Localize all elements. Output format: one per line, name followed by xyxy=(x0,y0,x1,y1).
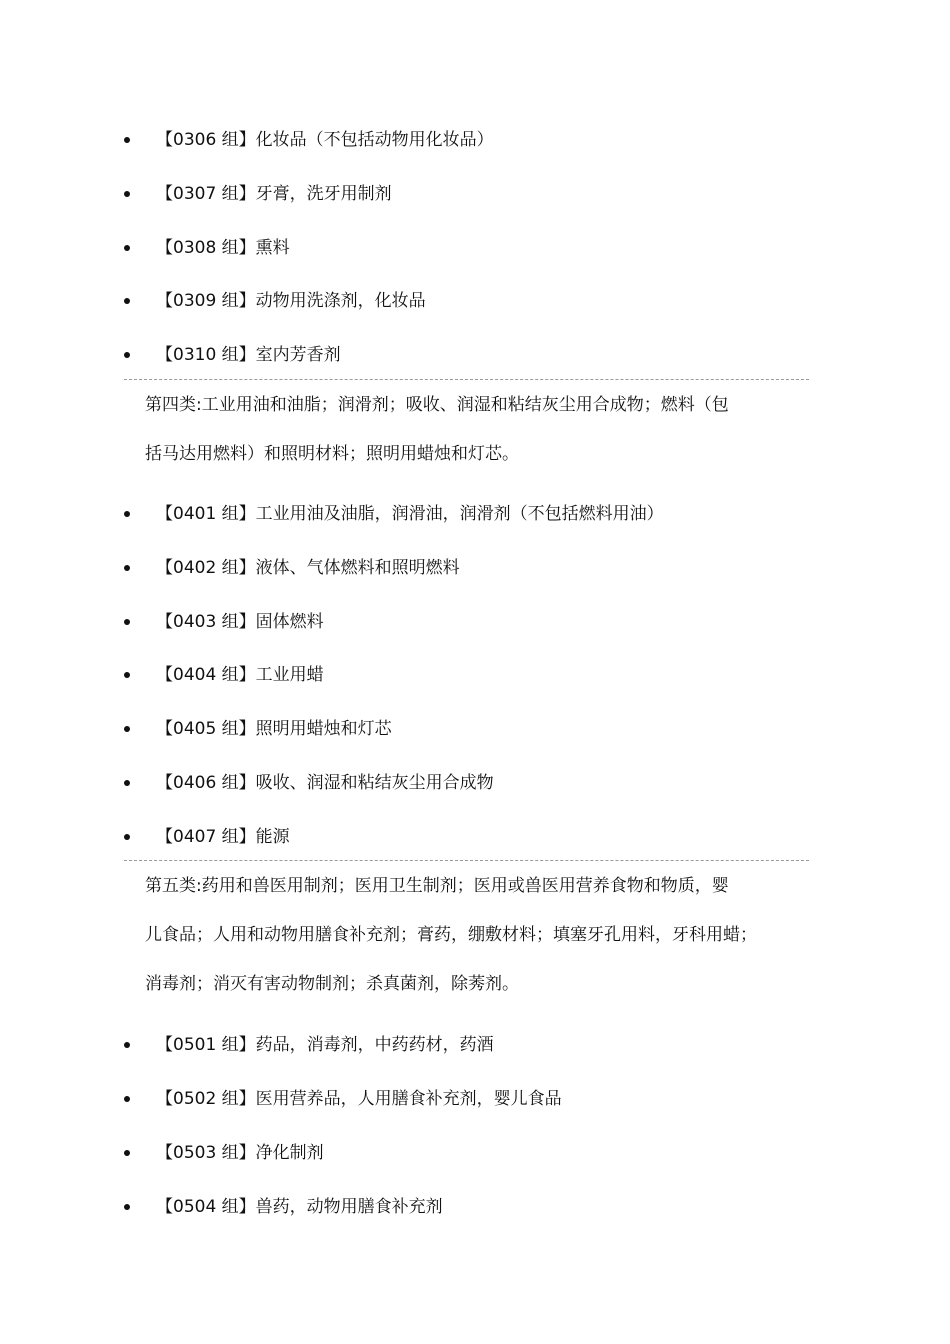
bullet-icon xyxy=(124,672,130,678)
document-page: 【0306 组】化妆品（不包括动物用化妆品） 【0307 组】牙膏，洗牙用制剂 【0308 组】熏料 【0309 组】动物用洗涤剂，化妆品 【0310 组】室内芳香剂 第四类:工业用油和油脂；润滑剂；吸收、润湿和粘结灰尘用合成物；燃料（包 括马达用燃料）和照明材料；照明用蜡烛和灯芯。 【0401 组】工业用油及油脂，润滑油，润滑剂（不包括燃料用油） 【0402 组】液体、气体燃料和照明燃料 【0403 组】固体燃料 【0404 组】工业用蜡 【0405 组】照明用蜡烛和灯芯 【0406 组】吸收、润湿和粘结灰尘用合成物 【0407 组】能源 第五类:药用和兽医用制剂；医用卫生制剂；医用或兽医用营养食物和物质，婴 儿食品；人用和动物用膳食补充剂；膏药，绷敷材料；填塞牙孔用料，牙科用蜡； 消毒剂；消灭有害动物制剂；杀真菌剂，除莠剂。 【0501 组】药品，消毒剂，中药药材，药酒 【0502 组】医用营养品，人用膳食补充剂，婴儿食品 【0503 组】净化制剂 【0504 组】兽药，动物用膳食补充剂 xyxy=(0,0,950,1344)
section-divider xyxy=(124,860,809,861)
bullet-icon xyxy=(124,1204,130,1210)
bullet-icon xyxy=(124,619,130,625)
section-divider xyxy=(124,379,809,380)
class-heading: 第五类:药用和兽医用制剂；医用卫生制剂；医用或兽医用营养食物和物质，婴 儿食品；人用和动物用膳食补充剂；膏药，绷敷材料；填塞牙孔用料，牙科用蜡； 消毒剂；消灭有害动物制剂；杀真菌剂，除莠剂。 xyxy=(145,876,757,994)
bullet-icon xyxy=(124,137,130,143)
bullet-icon xyxy=(124,726,130,732)
bullet-icon xyxy=(124,1096,130,1102)
bullet-icon xyxy=(124,245,130,251)
bullet-icon xyxy=(124,191,130,197)
bullet-icon xyxy=(124,834,130,840)
class-heading: 第四类:工业用油和油脂；润滑剂；吸收、润湿和粘结灰尘用合成物；燃料（包 括马达用燃料）和照明材料；照明用蜡烛和灯芯。 xyxy=(145,395,729,464)
bullet-icon xyxy=(124,511,130,517)
bullet-icon xyxy=(124,352,130,358)
bullet-icon xyxy=(124,298,130,304)
bullet-icon xyxy=(124,780,130,786)
bullet-icon xyxy=(124,1042,130,1048)
bullet-icon xyxy=(124,1150,130,1156)
bullet-icon xyxy=(124,565,130,571)
